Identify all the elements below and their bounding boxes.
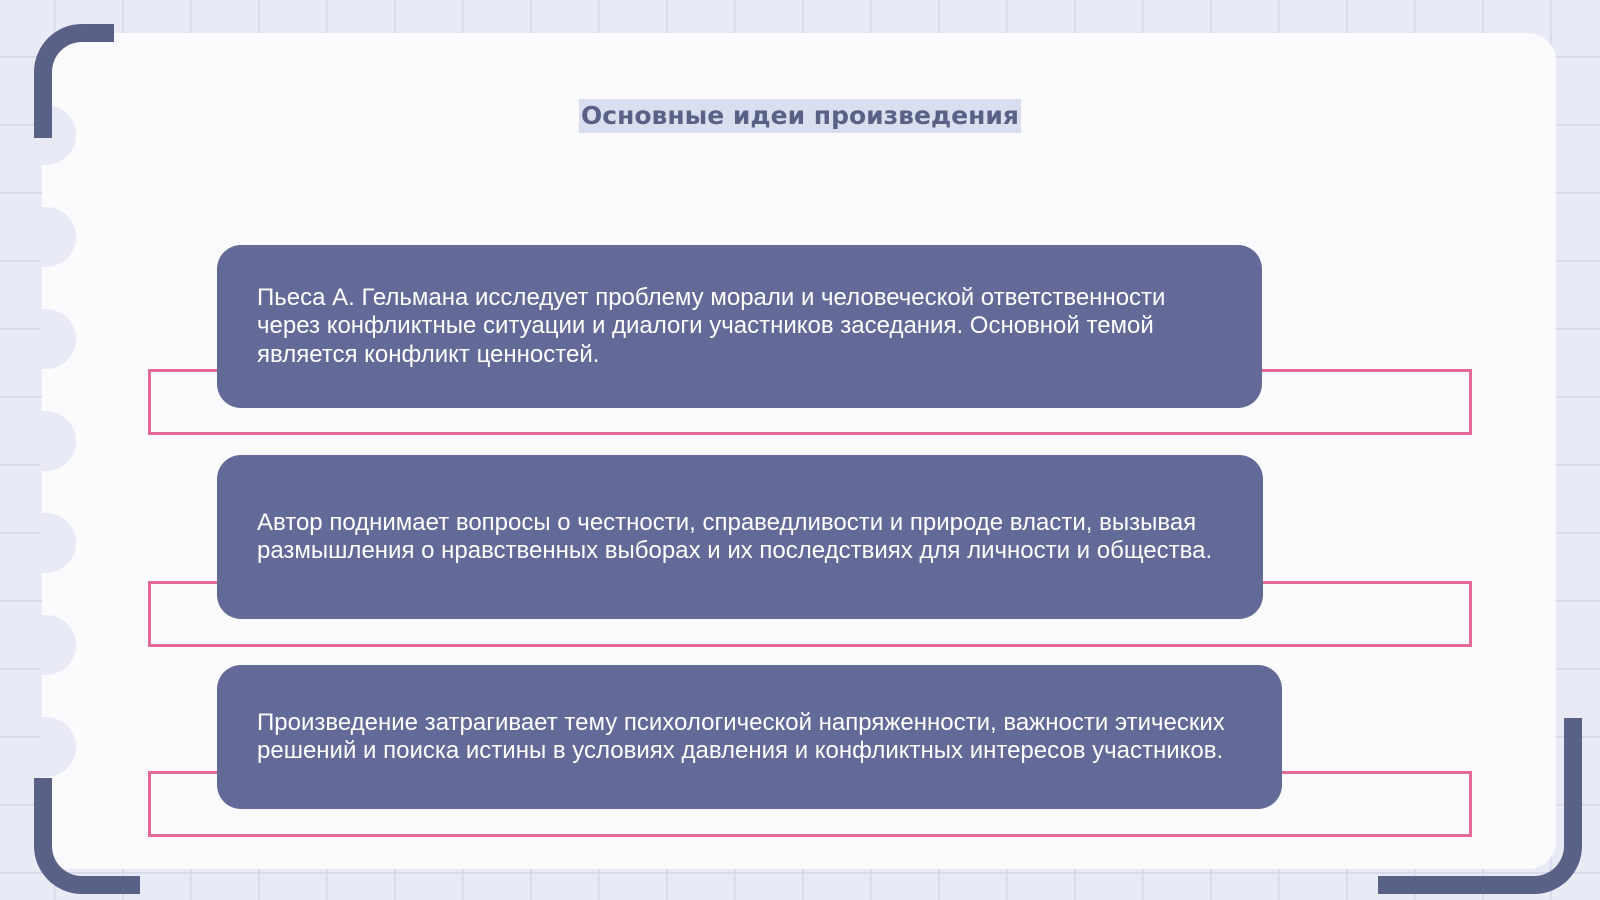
idea-card-text: Пьеса А. Гельмана исследует проблему морали и человеческой ответственности через конфликтные ситуации и диалоги участников заседания. Основной темой является конфликт ценностей. <box>257 283 1166 368</box>
idea-card-text: Автор поднимает вопросы о честности, справедливости и природе власти, вызывая размышления о нравственных выборах и их последствиях для личности и общества. <box>257 508 1213 564</box>
idea-card-1 <box>217 245 1262 408</box>
corner-bracket-bottom-left <box>34 778 140 894</box>
slide-title: Основные идеи произведения <box>579 99 1021 133</box>
idea-card-2 <box>217 455 1263 619</box>
idea-card-3 <box>217 665 1282 809</box>
slide-title-wrapper <box>0 95 1600 133</box>
idea-card-text: Произведение затрагивает тему психологической напряженности, важности этических решений и поиска истины в условиях давления и конфликтных интересов участников. <box>257 708 1225 764</box>
